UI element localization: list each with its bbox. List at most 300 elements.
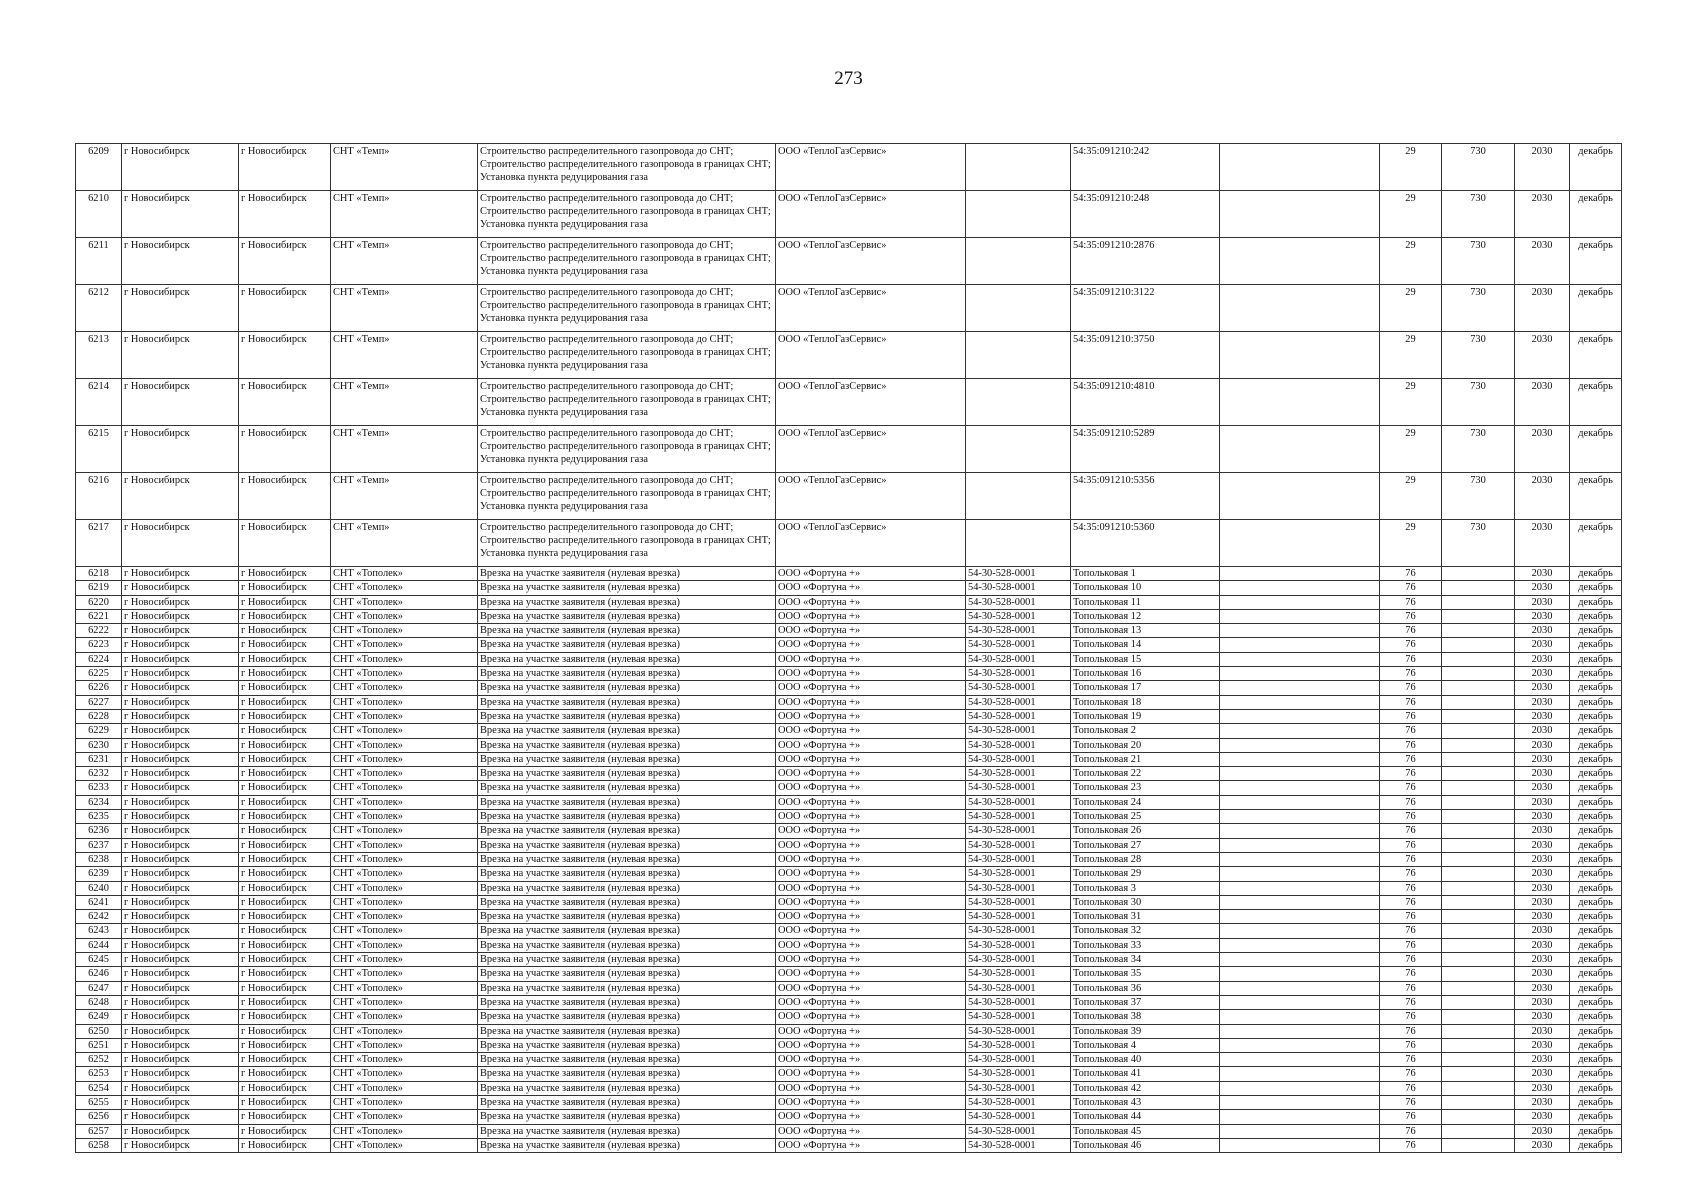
contractor: ООО «ТеплоГазСервис» [776, 473, 966, 520]
year: 2030 [1515, 1067, 1570, 1081]
row-number: 6227 [76, 695, 122, 709]
snt-name: СНТ «Тополек» [331, 1038, 478, 1052]
empty-cell [1220, 924, 1380, 938]
year: 2030 [1515, 867, 1570, 881]
value-a: 29 [1380, 144, 1442, 191]
year: 2030 [1515, 895, 1570, 909]
municipality: г Новосибирск [122, 1010, 239, 1024]
value-a: 76 [1380, 838, 1442, 852]
empty-cell [1220, 581, 1380, 595]
municipality: г Новосибирск [122, 144, 239, 191]
work-description: Врезка на участке заявителя (нулевая врезка) [478, 995, 776, 1009]
plot: Топольковая 17 [1071, 681, 1220, 695]
row-number: 6252 [76, 1053, 122, 1067]
month: декабрь [1570, 852, 1622, 866]
empty-cell [1220, 238, 1380, 285]
municipality: г Новосибирск [122, 895, 239, 909]
value-b [1442, 795, 1515, 809]
contractor-code [966, 520, 1071, 567]
empty-cell [1220, 824, 1380, 838]
year: 2030 [1515, 781, 1570, 795]
municipality: г Новосибирск [122, 1038, 239, 1052]
work-description: Врезка на участке заявителя (нулевая врезка) [478, 767, 776, 781]
contractor-code: 54-30-528-0001 [966, 738, 1071, 752]
empty-cell [1220, 752, 1380, 766]
value-a: 76 [1380, 1053, 1442, 1067]
contractor: ООО «Фортуна +» [776, 838, 966, 852]
value-a: 29 [1380, 379, 1442, 426]
work-description: Врезка на участке заявителя (нулевая врезка) [478, 981, 776, 995]
value-b [1442, 810, 1515, 824]
plot: Топольковая 28 [1071, 852, 1220, 866]
contractor-code: 54-30-528-0001 [966, 852, 1071, 866]
table-row [76, 838, 1622, 852]
value-a: 76 [1380, 795, 1442, 809]
empty-cell [1220, 881, 1380, 895]
contractor-code: 54-30-528-0001 [966, 881, 1071, 895]
plot: Топольковая 11 [1071, 595, 1220, 609]
municipality: г Новосибирск [122, 379, 239, 426]
month: декабрь [1570, 379, 1622, 426]
snt-name: СНТ «Тополек» [331, 938, 478, 952]
year: 2030 [1515, 995, 1570, 1009]
value-b [1442, 1024, 1515, 1038]
plot: Топольковая 2 [1071, 724, 1220, 738]
municipality: г Новосибирск [122, 1138, 239, 1152]
contractor-code: 54-30-528-0001 [966, 624, 1071, 638]
year: 2030 [1515, 752, 1570, 766]
contractor-code: 54-30-528-0001 [966, 1095, 1071, 1109]
value-b [1442, 910, 1515, 924]
row-number: 6214 [76, 379, 122, 426]
snt-name: СНТ «Темп» [331, 285, 478, 332]
contractor: ООО «Фортуна +» [776, 1110, 966, 1124]
municipality: г Новосибирск [122, 1081, 239, 1095]
month: декабрь [1570, 581, 1622, 595]
empty-cell [1220, 967, 1380, 981]
table-row [76, 910, 1622, 924]
snt-name: СНТ «Тополек» [331, 567, 478, 581]
year: 2030 [1515, 709, 1570, 723]
plot: Топольковая 12 [1071, 609, 1220, 623]
contractor: ООО «Фортуна +» [776, 652, 966, 666]
municipality: г Новосибирск [122, 473, 239, 520]
row-number: 6245 [76, 953, 122, 967]
contractor: ООО «Фортуна +» [776, 810, 966, 824]
contractor-code: 54-30-528-0001 [966, 638, 1071, 652]
work-description: Врезка на участке заявителя (нулевая врезка) [478, 567, 776, 581]
row-number: 6246 [76, 967, 122, 981]
plot: Топольковая 24 [1071, 795, 1220, 809]
value-b [1442, 595, 1515, 609]
empty-cell [1220, 938, 1380, 952]
contractor: ООО «Фортуна +» [776, 967, 966, 981]
snt-name: СНТ «Тополек» [331, 681, 478, 695]
year: 2030 [1515, 332, 1570, 379]
contractor: ООО «Фортуна +» [776, 910, 966, 924]
contractor-code: 54-30-528-0001 [966, 1124, 1071, 1138]
contractor-code: 54-30-528-0001 [966, 609, 1071, 623]
value-a: 76 [1380, 895, 1442, 909]
month: декабрь [1570, 938, 1622, 952]
row-number: 6226 [76, 681, 122, 695]
settlement: г Новосибирск [239, 285, 331, 332]
settlement: г Новосибирск [239, 752, 331, 766]
row-number: 6238 [76, 852, 122, 866]
work-description: Строительство распределительного газопровода до СНТ; Строительство распределительного газопровода в границах СНТ; Установка пункта редуцирования газа [478, 285, 776, 332]
value-b: 730 [1442, 426, 1515, 473]
contractor-code: 54-30-528-0001 [966, 652, 1071, 666]
row-number: 6233 [76, 781, 122, 795]
month: декабрь [1570, 781, 1622, 795]
row-number: 6250 [76, 1024, 122, 1038]
month: декабрь [1570, 981, 1622, 995]
empty-cell [1220, 838, 1380, 852]
snt-name: СНТ «Темп» [331, 238, 478, 285]
settlement: г Новосибирск [239, 1053, 331, 1067]
value-a: 29 [1380, 332, 1442, 379]
municipality: г Новосибирск [122, 724, 239, 738]
municipality: г Новосибирск [122, 426, 239, 473]
snt-name: СНТ «Тополек» [331, 895, 478, 909]
row-number: 6258 [76, 1138, 122, 1152]
month: декабрь [1570, 810, 1622, 824]
year: 2030 [1515, 910, 1570, 924]
plot: Топольковая 18 [1071, 695, 1220, 709]
year: 2030 [1515, 681, 1570, 695]
month: декабрь [1570, 473, 1622, 520]
plot: Топольковая 45 [1071, 1124, 1220, 1138]
table-row [76, 1038, 1622, 1052]
municipality: г Новосибирск [122, 191, 239, 238]
month: декабрь [1570, 426, 1622, 473]
work-description: Строительство распределительного газопровода до СНТ; Строительство распределительного газопровода в границах СНТ; Установка пункта редуцирования газа [478, 144, 776, 191]
snt-name: СНТ «Тополек» [331, 881, 478, 895]
snt-name: СНТ «Тополек» [331, 838, 478, 852]
value-a: 76 [1380, 924, 1442, 938]
year: 2030 [1515, 1038, 1570, 1052]
empty-cell [1220, 1038, 1380, 1052]
month: декабрь [1570, 1038, 1622, 1052]
work-description: Врезка на участке заявителя (нулевая врезка) [478, 1110, 776, 1124]
municipality: г Новосибирск [122, 581, 239, 595]
month: декабрь [1570, 609, 1622, 623]
empty-cell [1220, 1110, 1380, 1124]
value-b [1442, 695, 1515, 709]
plot: Топольковая 20 [1071, 738, 1220, 752]
plot: Топольковая 35 [1071, 967, 1220, 981]
work-description: Строительство распределительного газопровода до СНТ; Строительство распределительного газопровода в границах СНТ; Установка пункта редуцирования газа [478, 191, 776, 238]
month: декабрь [1570, 1067, 1622, 1081]
work-description: Врезка на участке заявителя (нулевая врезка) [478, 667, 776, 681]
plot: 54:35:091210:5289 [1071, 426, 1220, 473]
contractor: ООО «Фортуна +» [776, 609, 966, 623]
table-row [76, 1010, 1622, 1024]
plot: Топольковая 27 [1071, 838, 1220, 852]
plot: Топольковая 44 [1071, 1110, 1220, 1124]
contractor: ООО «Фортуна +» [776, 667, 966, 681]
contractor: ООО «Фортуна +» [776, 624, 966, 638]
table-row [76, 781, 1622, 795]
month: декабрь [1570, 838, 1622, 852]
work-description: Врезка на участке заявителя (нулевая врезка) [478, 695, 776, 709]
month: декабрь [1570, 667, 1622, 681]
municipality: г Новосибирск [122, 752, 239, 766]
year: 2030 [1515, 238, 1570, 285]
plot: 54:35:091210:4810 [1071, 379, 1220, 426]
municipality: г Новосибирск [122, 1053, 239, 1067]
month: декабрь [1570, 1124, 1622, 1138]
value-b [1442, 1067, 1515, 1081]
value-b [1442, 924, 1515, 938]
work-description: Врезка на участке заявителя (нулевая врезка) [478, 1053, 776, 1067]
row-number: 6255 [76, 1095, 122, 1109]
month: декабрь [1570, 795, 1622, 809]
work-description: Врезка на участке заявителя (нулевая врезка) [478, 724, 776, 738]
contractor: ООО «Фортуна +» [776, 767, 966, 781]
table-row [76, 709, 1622, 723]
value-b [1442, 824, 1515, 838]
value-b: 730 [1442, 285, 1515, 332]
work-description: Врезка на участке заявителя (нулевая врезка) [478, 938, 776, 952]
month: декабрь [1570, 895, 1622, 909]
row-number: 6211 [76, 238, 122, 285]
table-row [76, 881, 1622, 895]
plot: Топольковая 31 [1071, 910, 1220, 924]
contractor-code [966, 426, 1071, 473]
contractor-code: 54-30-528-0001 [966, 953, 1071, 967]
plot: Топольковая 39 [1071, 1024, 1220, 1038]
month: декабрь [1570, 638, 1622, 652]
work-description: Врезка на участке заявителя (нулевая врезка) [478, 609, 776, 623]
year: 2030 [1515, 567, 1570, 581]
contractor: ООО «Фортуна +» [776, 1081, 966, 1095]
contractor: ООО «ТеплоГазСервис» [776, 332, 966, 379]
value-a: 76 [1380, 652, 1442, 666]
work-description: Врезка на участке заявителя (нулевая врезка) [478, 781, 776, 795]
snt-name: СНТ «Тополек» [331, 910, 478, 924]
snt-name: СНТ «Темп» [331, 332, 478, 379]
value-b [1442, 709, 1515, 723]
value-b [1442, 1110, 1515, 1124]
table-row [76, 652, 1622, 666]
settlement: г Новосибирск [239, 238, 331, 285]
row-number: 6213 [76, 332, 122, 379]
work-description: Врезка на участке заявителя (нулевая врезка) [478, 624, 776, 638]
work-description: Врезка на участке заявителя (нулевая врезка) [478, 852, 776, 866]
snt-name: СНТ «Тополек» [331, 810, 478, 824]
settlement: г Новосибирск [239, 867, 331, 881]
row-number: 6215 [76, 426, 122, 473]
settlement: г Новосибирск [239, 1110, 331, 1124]
settlement: г Новосибирск [239, 332, 331, 379]
year: 2030 [1515, 938, 1570, 952]
row-number: 6222 [76, 624, 122, 638]
municipality: г Новосибирск [122, 852, 239, 866]
year: 2030 [1515, 881, 1570, 895]
snt-name: СНТ «Тополек» [331, 995, 478, 1009]
value-a: 29 [1380, 285, 1442, 332]
month: декабрь [1570, 624, 1622, 638]
empty-cell [1220, 810, 1380, 824]
settlement: г Новосибирск [239, 1138, 331, 1152]
table-row [76, 191, 1622, 238]
month: декабрь [1570, 1081, 1622, 1095]
snt-name: СНТ «Тополек» [331, 738, 478, 752]
plot: Топольковая 10 [1071, 581, 1220, 595]
contractor: ООО «Фортуна +» [776, 581, 966, 595]
value-a: 76 [1380, 567, 1442, 581]
contractor: ООО «ТеплоГазСервис» [776, 191, 966, 238]
row-number: 6247 [76, 981, 122, 995]
plot: Топольковая 22 [1071, 767, 1220, 781]
year: 2030 [1515, 520, 1570, 567]
settlement: г Новосибирск [239, 667, 331, 681]
snt-name: СНТ «Тополек» [331, 1124, 478, 1138]
empty-cell [1220, 781, 1380, 795]
contractor-code: 54-30-528-0001 [966, 867, 1071, 881]
plot: Топольковая 41 [1071, 1067, 1220, 1081]
work-description: Врезка на участке заявителя (нулевая врезка) [478, 810, 776, 824]
contractor: ООО «Фортуна +» [776, 709, 966, 723]
plot: Топольковая 33 [1071, 938, 1220, 952]
empty-cell [1220, 595, 1380, 609]
settlement: г Новосибирск [239, 520, 331, 567]
settlement: г Новосибирск [239, 767, 331, 781]
value-b [1442, 838, 1515, 852]
value-b [1442, 667, 1515, 681]
snt-name: СНТ «Тополек» [331, 1110, 478, 1124]
settlement: г Новосибирск [239, 938, 331, 952]
year: 2030 [1515, 1081, 1570, 1095]
settlement: г Новосибирск [239, 895, 331, 909]
empty-cell [1220, 852, 1380, 866]
municipality: г Новосибирск [122, 1024, 239, 1038]
contractor-code: 54-30-528-0001 [966, 581, 1071, 595]
contractor-code: 54-30-528-0001 [966, 1067, 1071, 1081]
empty-cell [1220, 709, 1380, 723]
plot: Топольковая 29 [1071, 867, 1220, 881]
contractor-code: 54-30-528-0001 [966, 1038, 1071, 1052]
contractor-code [966, 285, 1071, 332]
contractor-code: 54-30-528-0001 [966, 924, 1071, 938]
contractor: ООО «Фортуна +» [776, 938, 966, 952]
table-row [76, 238, 1622, 285]
value-b [1442, 767, 1515, 781]
snt-name: СНТ «Тополек» [331, 709, 478, 723]
row-number: 6240 [76, 881, 122, 895]
snt-name: СНТ «Тополек» [331, 824, 478, 838]
settlement: г Новосибирск [239, 1124, 331, 1138]
row-number: 6229 [76, 724, 122, 738]
value-a: 76 [1380, 967, 1442, 981]
value-a: 76 [1380, 824, 1442, 838]
value-a: 76 [1380, 953, 1442, 967]
value-a: 76 [1380, 1024, 1442, 1038]
settlement: г Новосибирск [239, 724, 331, 738]
empty-cell [1220, 609, 1380, 623]
month: декабрь [1570, 595, 1622, 609]
value-a: 29 [1380, 238, 1442, 285]
settlement: г Новосибирск [239, 473, 331, 520]
value-a: 76 [1380, 1124, 1442, 1138]
contractor-code: 54-30-528-0001 [966, 967, 1071, 981]
value-a: 76 [1380, 609, 1442, 623]
contractor: ООО «ТеплоГазСервис» [776, 379, 966, 426]
settlement: г Новосибирск [239, 981, 331, 995]
value-b [1442, 581, 1515, 595]
municipality: г Новосибирск [122, 520, 239, 567]
month: декабрь [1570, 1095, 1622, 1109]
snt-name: СНТ «Темп» [331, 520, 478, 567]
work-description: Врезка на участке заявителя (нулевая врезка) [478, 752, 776, 766]
snt-name: СНТ «Тополек» [331, 724, 478, 738]
empty-cell [1220, 285, 1380, 332]
empty-cell [1220, 144, 1380, 191]
month: декабрь [1570, 1010, 1622, 1024]
value-b [1442, 781, 1515, 795]
empty-cell [1220, 1095, 1380, 1109]
row-number: 6209 [76, 144, 122, 191]
contractor: ООО «Фортуна +» [776, 1095, 966, 1109]
settlement: г Новосибирск [239, 738, 331, 752]
settlement: г Новосибирск [239, 795, 331, 809]
empty-cell [1220, 638, 1380, 652]
contractor: ООО «Фортуна +» [776, 1038, 966, 1052]
work-description: Врезка на участке заявителя (нулевая врезка) [478, 838, 776, 852]
snt-name: СНТ «Темп» [331, 144, 478, 191]
municipality: г Новосибирск [122, 924, 239, 938]
empty-cell [1220, 379, 1380, 426]
work-description: Врезка на участке заявителя (нулевая врезка) [478, 1081, 776, 1095]
value-a: 76 [1380, 581, 1442, 595]
year: 2030 [1515, 652, 1570, 666]
contractor-code: 54-30-528-0001 [966, 1110, 1071, 1124]
table-row [76, 995, 1622, 1009]
empty-cell [1220, 332, 1380, 379]
municipality: г Новосибирск [122, 652, 239, 666]
row-number: 6244 [76, 938, 122, 952]
plot: Топольковая 37 [1071, 995, 1220, 1009]
value-a: 76 [1380, 910, 1442, 924]
contractor-code: 54-30-528-0001 [966, 838, 1071, 852]
value-a: 76 [1380, 1081, 1442, 1095]
table-row [76, 520, 1622, 567]
settlement: г Новосибирск [239, 838, 331, 852]
plot: Топольковая 15 [1071, 652, 1220, 666]
empty-cell [1220, 1053, 1380, 1067]
table-row [76, 867, 1622, 881]
empty-cell [1220, 738, 1380, 752]
contractor-code: 54-30-528-0001 [966, 895, 1071, 909]
value-a: 76 [1380, 1138, 1442, 1152]
empty-cell [1220, 1010, 1380, 1024]
contractor-code: 54-30-528-0001 [966, 752, 1071, 766]
work-description: Врезка на участке заявителя (нулевая врезка) [478, 1038, 776, 1052]
work-description: Строительство распределительного газопровода до СНТ; Строительство распределительного газопровода в границах СНТ; Установка пункта редуцирования газа [478, 332, 776, 379]
row-number: 6228 [76, 709, 122, 723]
work-description: Строительство распределительного газопровода до СНТ; Строительство распределительного газопровода в границах СНТ; Установка пункта редуцирования газа [478, 379, 776, 426]
municipality: г Новосибирск [122, 638, 239, 652]
contractor: ООО «ТеплоГазСервис» [776, 144, 966, 191]
row-number: 6216 [76, 473, 122, 520]
work-description: Врезка на участке заявителя (нулевая врезка) [478, 910, 776, 924]
value-b [1442, 895, 1515, 909]
empty-cell [1220, 191, 1380, 238]
table-row [76, 1124, 1622, 1138]
contractor-code [966, 238, 1071, 285]
row-number: 6234 [76, 795, 122, 809]
